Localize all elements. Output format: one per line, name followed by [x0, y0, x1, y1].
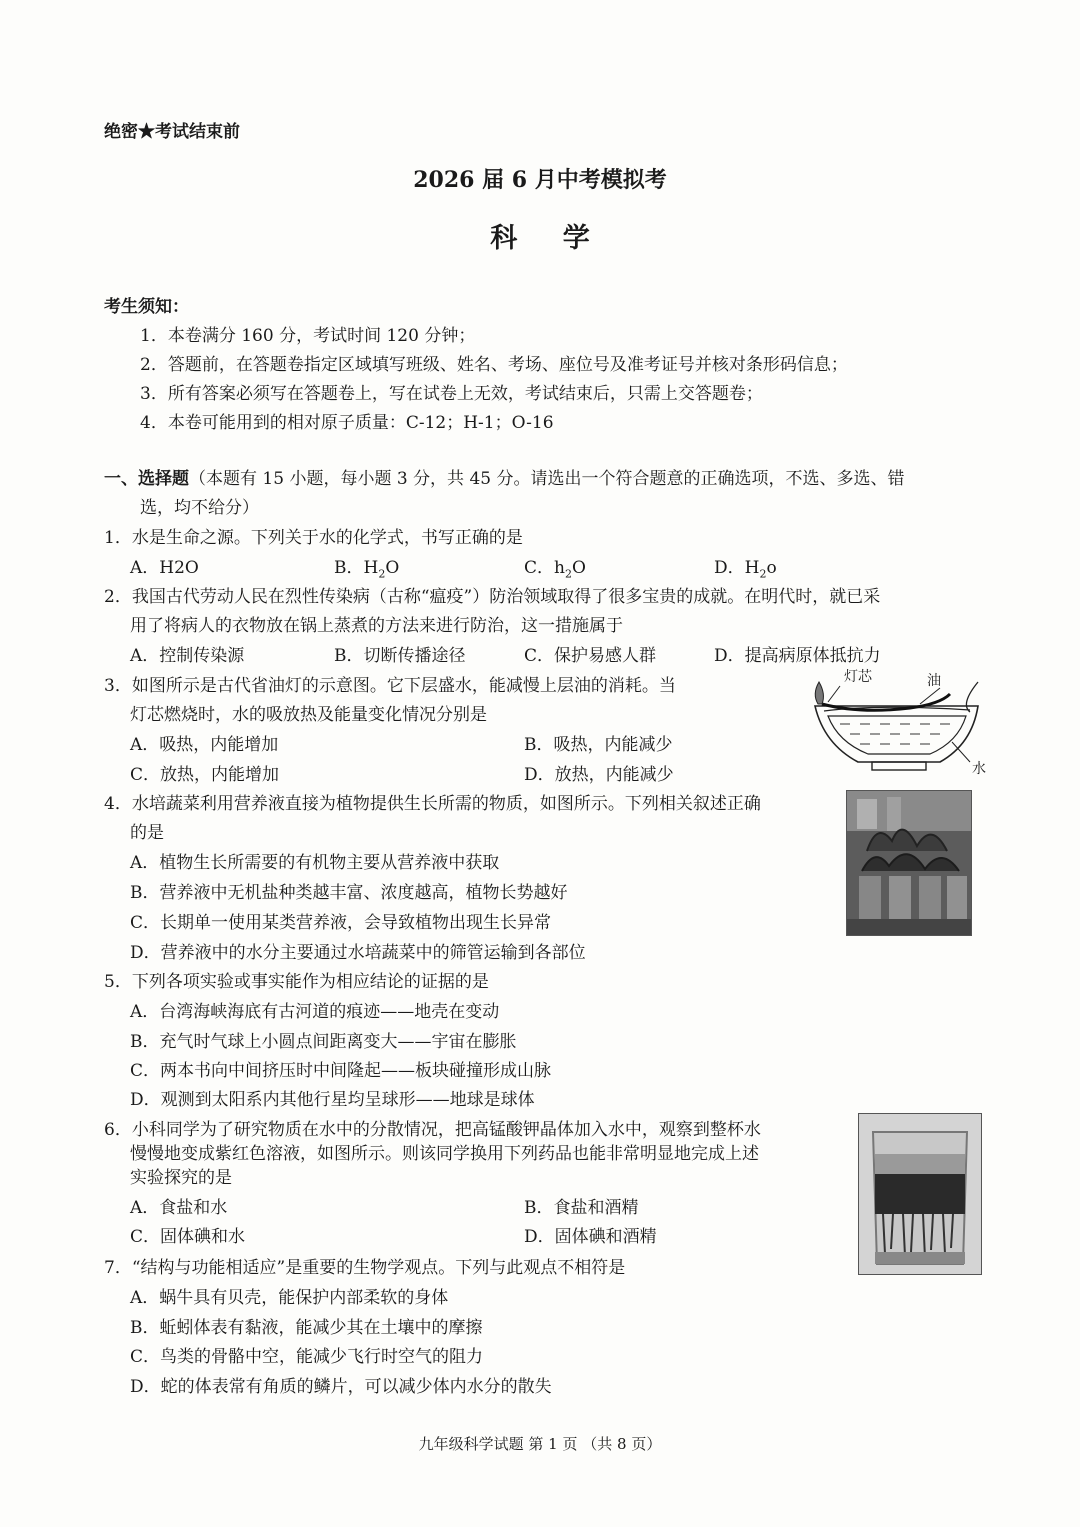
- subject-title: 科 学: [490, 223, 608, 254]
- q2-option-c: C．保护易感人群: [524, 646, 657, 666]
- q1-option-b: [334, 553, 399, 580]
- q1-option-d: [714, 553, 777, 580]
- q4-option-c: C．长期单一使用某类营养液，会导致植物出现生长异常: [130, 913, 552, 933]
- q5-option-a: A．台湾海峡海底有古河道的痕迹——地壳在变动: [130, 1002, 500, 1022]
- question-5-stem: 5．下列各项实验或事实能作为相应结论的证据的是: [104, 972, 489, 992]
- q7-option-c: C．鸟类的骨骼中空，能减少飞行时空气的阻力: [130, 1347, 484, 1367]
- q1-d-text: D．H: [714, 558, 760, 578]
- section-label: 一、选择题: [104, 469, 189, 489]
- q6-option-b: B．食盐和酒精: [524, 1198, 639, 1218]
- notice-item: 2．答题前，在答题卷指定区域填写班级、姓名、考场、座位号及准考证号并核对条形码信息；: [140, 355, 848, 375]
- question-2-stem-cont: 用了将病人的衣物放在锅上蒸煮的方法来进行防治，这一措施属于: [130, 616, 623, 636]
- question-4-stem: 4．水培蔬菜利用营养液直接为植物提供生长所需的物质，如图所示。下列相关叙述正确: [104, 794, 761, 814]
- q1-d-text2: o: [766, 558, 777, 578]
- q3-option-a: A．吸热，内能增加: [130, 735, 279, 755]
- q1-b-sub: 2: [378, 567, 386, 581]
- fig-label-wick: 灯芯: [844, 669, 872, 685]
- q3-option-c: C．放热，内能增加: [130, 765, 280, 785]
- q1-option-c: [524, 553, 586, 580]
- beaker-photo: [858, 1113, 982, 1275]
- q5-option-b: B．充气时气球上小圆点间距离变大——宇宙在膨胀: [130, 1032, 517, 1052]
- hydroponic-photo: [846, 790, 972, 936]
- question-3-stem-cont: 灯芯燃烧时，水的吸放热及能量变化情况分别是: [130, 705, 487, 725]
- fig-label-oil: 油: [927, 673, 941, 689]
- q1-b-text: B．H: [334, 558, 379, 578]
- section-header: [104, 464, 905, 489]
- q5-option-d: D．观测到太阳系内其他行星均呈球形——地球是球体: [130, 1090, 535, 1110]
- q4-option-d: D．营养液中的水分主要通过水培蔬菜中的筛管运输到各部位: [130, 943, 586, 963]
- notice-item: 4．本卷可能用到的相对原子质量：C-12；H-1；O-16: [140, 413, 554, 433]
- exam-title: 2026 届 6 月中考模拟考: [413, 167, 667, 193]
- q7-option-b: B．蚯蚓体表有黏液，能减少其在土壤中的摩擦: [130, 1318, 483, 1338]
- q1-d-sub: 2: [759, 567, 767, 581]
- q4-option-b: B．营养液中无机盐种类越丰富、浓度越高，植物长势越好: [130, 883, 568, 903]
- page-footer: 九年级科学试题 第 1 页 （共 8 页）: [418, 1435, 662, 1453]
- q3-option-b: B．吸热，内能减少: [524, 735, 673, 755]
- question-4-stem-cont: 的是: [130, 823, 164, 843]
- fig-label-water: 水: [972, 761, 986, 777]
- question-6-stem: 6．小科同学为了研究物质在水中的分散情况，把高锰酸钾晶体加入水中，观察到整杯水: [104, 1120, 761, 1140]
- q1-c-sub: 2: [564, 567, 572, 581]
- question-6-stem-cont: 慢慢地变成紫红色溶液，如图所示。则该同学换用下列药品也能非常明显地完成上述: [130, 1144, 759, 1164]
- oil-lamp-diagram: [800, 664, 990, 784]
- q1-option-a: A．H2O: [130, 558, 199, 578]
- section-desc: （本题有 15 小题，每小题 3 分，共 45 分。请选出一个符合题意的正确选项，不选、多选、错: [189, 469, 905, 489]
- q2-option-d: D．提高病原体抵抗力: [714, 646, 881, 666]
- beaker-illustration: [859, 1114, 981, 1274]
- secret-label: 绝密★考试结束前: [104, 122, 240, 142]
- q4-option-a: A．植物生长所需要的有机物主要从营养液中获取: [130, 853, 500, 873]
- question-6-stem-cont2: 实验探究的是: [130, 1168, 232, 1188]
- section-desc-cont: 选，均不给分）: [140, 498, 259, 518]
- q3-option-d: D．放热，内能减少: [524, 765, 674, 785]
- notice-heading: 考生须知：: [104, 297, 189, 317]
- q7-option-d: D．蛇的体表常有角质的鳞片，可以减少体内水分的散失: [130, 1377, 552, 1397]
- question-2-stem: 2．我国古代劳动人民在烈性传染病（古称“瘟疫”）防治领域取得了很多宝贵的成就。在明代时，就已采: [104, 587, 881, 607]
- q1-b-text2: O: [385, 558, 400, 578]
- q5-option-c: C．两本书向中间挤压时中间隆起——板块碰撞形成山脉: [130, 1061, 552, 1081]
- q1-c-text: C．h: [524, 558, 565, 578]
- q7-option-a: A．蜗牛具有贝壳，能保护内部柔软的身体: [130, 1288, 449, 1308]
- question-3-stem: 3．如图所示是古代省油灯的示意图。它下层盛水，能减慢上层油的消耗。当: [104, 676, 676, 696]
- q6-option-c: C．固体碘和水: [130, 1227, 246, 1247]
- q6-option-d: D．固体碘和酒精: [524, 1227, 657, 1247]
- oil-lamp-figure: [800, 664, 990, 784]
- q1-c-text2: O: [571, 558, 586, 578]
- notice-item: 1．本卷满分 160 分，考试时间 120 分钟；: [140, 326, 476, 346]
- question-7-stem: 7．“结构与功能相适应”是重要的生物学观点。下列与此观点不相符是: [104, 1258, 626, 1278]
- q2-option-b: B．切断传播途径: [334, 646, 466, 666]
- q6-option-a: A．食盐和水: [130, 1198, 228, 1218]
- q2-option-a: A．控制传染源: [130, 646, 245, 666]
- notice-item: 3．所有答案必须写在答题卷上，写在试卷上无效，考试结束后，只需上交答题卷；: [140, 384, 763, 404]
- question-1-stem: 1．水是生命之源。下列关于水的化学式，书写正确的是: [104, 528, 523, 548]
- hydroponic-illustration: [847, 791, 971, 935]
